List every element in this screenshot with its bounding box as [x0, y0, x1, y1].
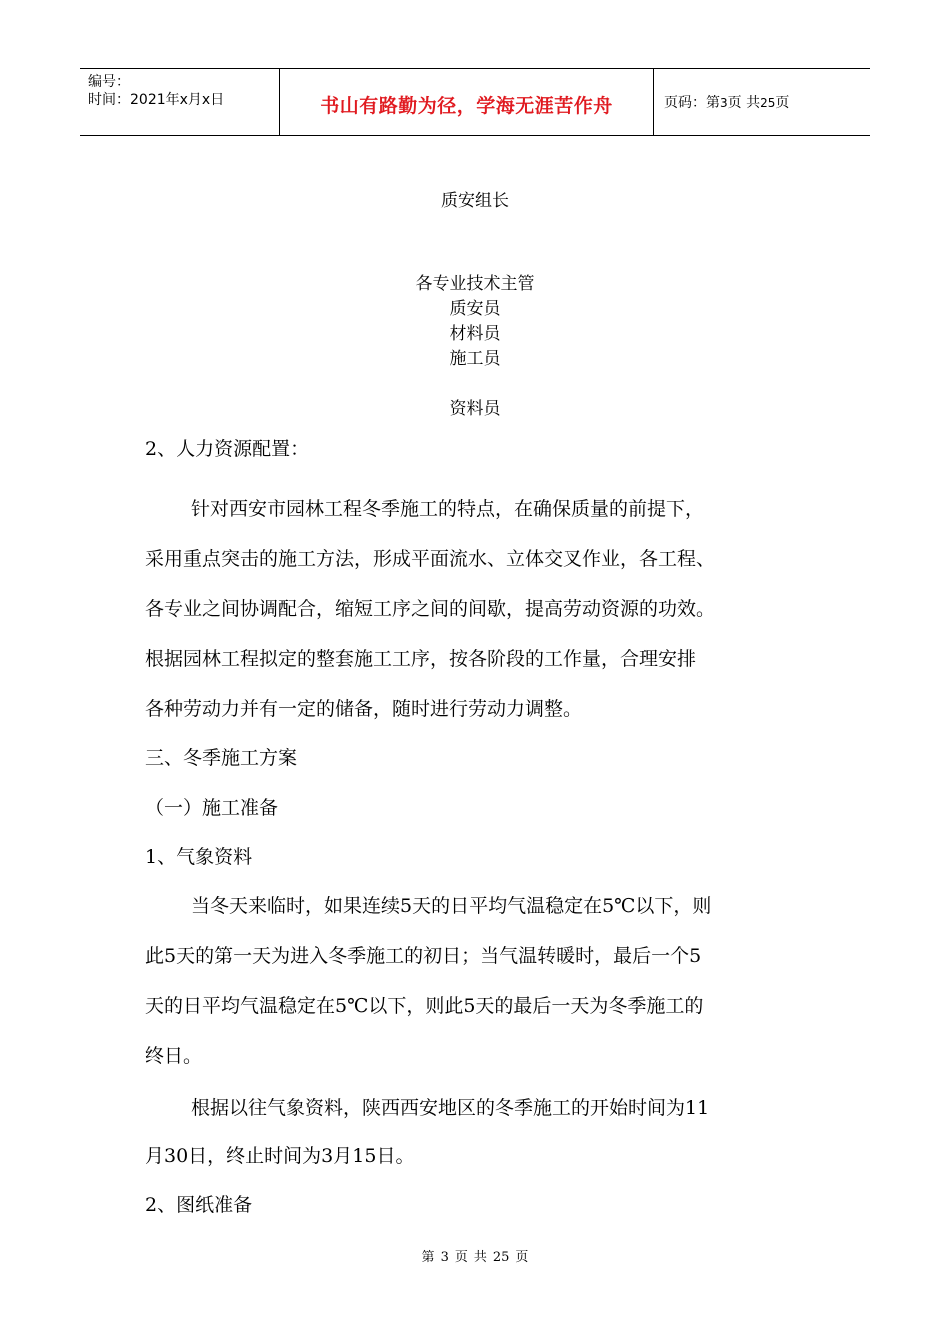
- paragraph-line: 月30日，终止时间为3月15日。: [145, 1145, 415, 1167]
- header-page-info: [654, 69, 870, 135]
- document-header: [80, 68, 870, 136]
- paragraph-line: 根据园林工程拟定的整套施工工序，按各阶段的工作量，合理安排: [145, 648, 697, 670]
- header-meta: [80, 69, 280, 135]
- org-top: 质安组长: [441, 191, 509, 211]
- org-item: 质安员: [449, 299, 501, 319]
- paragraph-line: 采用重点突击的施工方法，形成平面流水、立体交叉作业，各工程、: [145, 548, 716, 570]
- section-heading: 2、图纸准备: [145, 1194, 253, 1216]
- header-motto-cell: [280, 69, 654, 135]
- page-total: 25: [760, 96, 776, 110]
- paragraph-line: 根据以往气象资料，陕西西安地区的冬季施工的开始时间为11: [191, 1097, 710, 1119]
- section-heading: 2、人力资源配置：: [145, 438, 310, 460]
- page-number: 3: [720, 96, 728, 110]
- footer-text: 第: [421, 1250, 435, 1265]
- paragraph-line: 天的日平均气温稳定在5℃以下，则此5天的最后一天为冬季施工的: [145, 995, 704, 1017]
- time-text: 时间：2021年x月x日: [88, 92, 225, 108]
- org-item: 材料员: [449, 324, 501, 344]
- org-item: 施工员: [449, 349, 501, 369]
- org-item: 各专业技术主管: [415, 274, 535, 294]
- footer-page-number: 3: [440, 1250, 449, 1265]
- paragraph-line: 各种劳动力并有一定的储备，随时进行劳动力调整。: [145, 698, 583, 720]
- footer-page-total: 25: [492, 1250, 510, 1265]
- section-heading: （一）施工准备: [145, 797, 279, 819]
- section-heading: 三、冬季施工方案: [145, 747, 298, 769]
- page-suffix: 页: [775, 95, 790, 111]
- page-prefix: 页码：第: [664, 95, 720, 111]
- org-bottom: 资料员: [449, 399, 501, 419]
- motto: 书山有路勤为径，学海无涯苦作舟: [320, 95, 613, 117]
- paragraph-line: 各专业之间协调配合，缩短工序之间的间歇，提高劳动资源的功效。: [145, 598, 716, 620]
- page-mid: 页 共: [727, 95, 761, 111]
- paragraph-line: 针对西安市园林工程冬季施工的特点，在确保质量的前提下，: [191, 498, 705, 520]
- paragraph-line: 当冬天来临时，如果连续5天的日平均气温稳定在5℃以下，则: [191, 895, 712, 917]
- page-footer: [0, 1246, 950, 1265]
- paragraph-line: 终日。: [145, 1045, 203, 1067]
- section-heading: 1、气象资料: [145, 846, 253, 868]
- footer-text: 页: [454, 1250, 468, 1265]
- footer-text: 共: [473, 1250, 487, 1265]
- code-label: 编号：: [88, 74, 130, 90]
- paragraph-line: 此5天的第一天为进入冬季施工的初日；当气温转暖时，最后一个5: [145, 945, 702, 967]
- footer-text: 页: [515, 1250, 529, 1265]
